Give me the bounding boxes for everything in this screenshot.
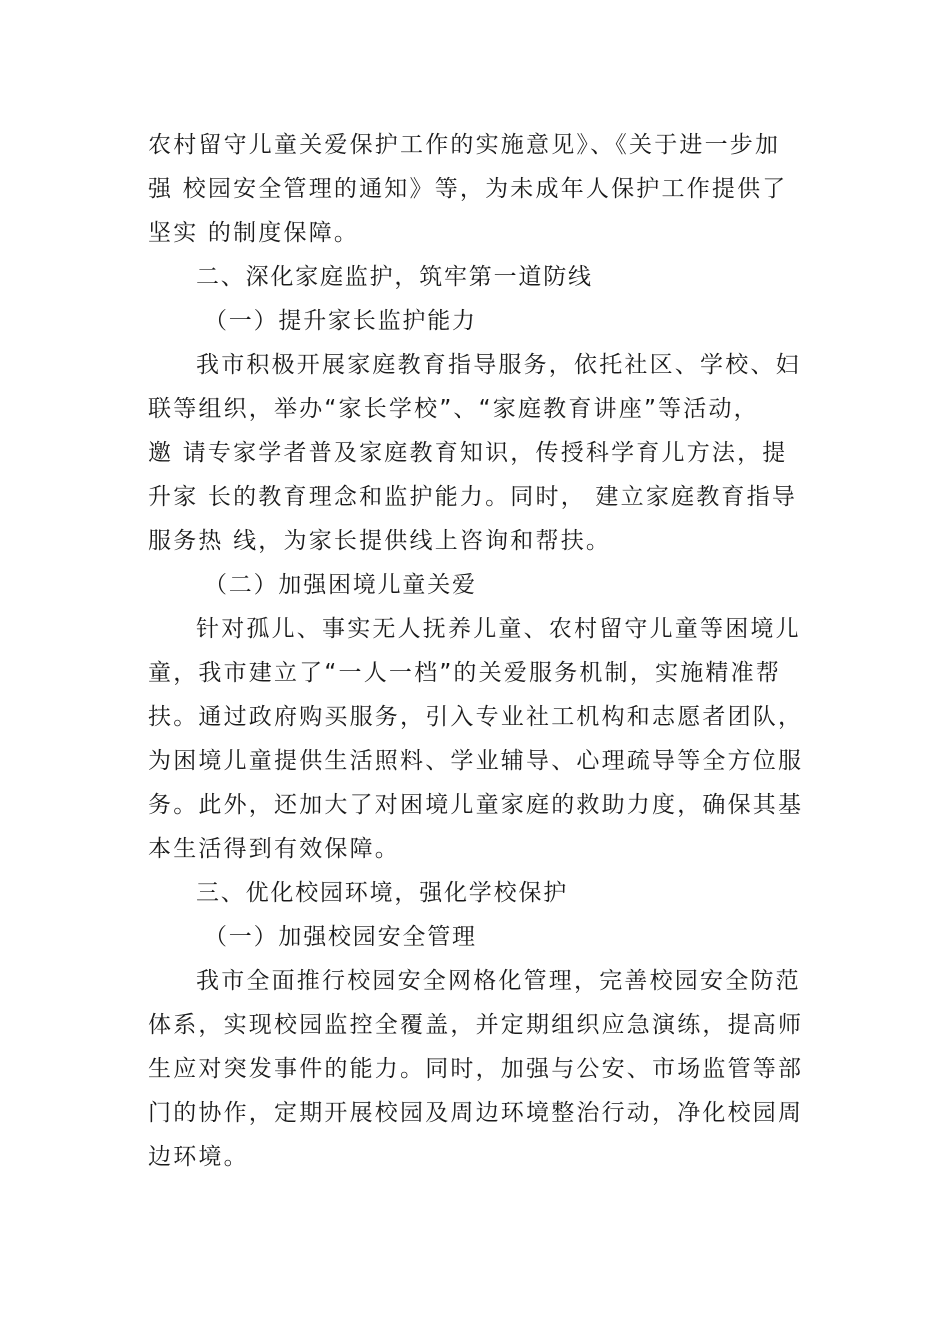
- subheading-campus-safety: （一）加强校园安全管理: [204, 924, 477, 950]
- paragraph-line: 体系，实现校园监控全覆盖，并定期组织应急演练，提高师: [148, 1012, 804, 1038]
- paragraph-children-care: [148, 607, 808, 871]
- paragraph-line: 门的协作，定期开展校园及周边环境整治行动，净化校园周: [148, 1100, 804, 1126]
- paragraph-line: 扶。通过政府购买服务，引入专业社工机构和志愿者团队，: [148, 704, 804, 730]
- paragraph-line: 务。此外，还加大了对困境儿童家庭的救助力度，确保其基: [148, 792, 804, 818]
- paragraph-line: 生应对突发事件的能力。同时，加强与公安、市场监管等部: [148, 1056, 804, 1082]
- subheading-children-in-difficulty: （二）加强困境儿童关爱: [204, 572, 477, 598]
- paragraph-line: 边环境。: [148, 1144, 249, 1170]
- section-heading-family-guardianship: 二、深化家庭监护，筑牢第一道防线: [196, 264, 593, 290]
- paragraph-line: 本生活得到有效保障。: [148, 836, 400, 862]
- paragraph-line: 童，我市建立了“一人一档”的关爱服务机制，实施精准帮: [148, 660, 782, 686]
- paragraph-line: 服务热 线，为家长提供线上咨询和帮扶。: [148, 528, 612, 554]
- paragraph-line: 农村留守儿童关爱保护工作的实施意见》、《关于进一步加: [148, 132, 781, 158]
- paragraph-policy-continuation: [148, 123, 808, 255]
- section-heading-school-protection: 三、优化校园环境，强化学校保护: [196, 880, 568, 906]
- document-page: [148, 123, 808, 1179]
- paragraph-line: 针对孤儿、事实无人抚养儿童、农村留守儿童等困境儿: [196, 616, 801, 642]
- subheading-parent-guardianship: （一）提升家长监护能力: [204, 308, 477, 334]
- paragraph-family-education: [148, 343, 808, 563]
- paragraph-campus-safety: [148, 959, 808, 1179]
- paragraph-line: 升家 长的教育理念和监护能力。同时， 建立家庭教育指导: [148, 484, 798, 510]
- paragraph-line: 邀 请专家学者普及家庭教育知识，传授科学育儿方法，提: [148, 440, 788, 466]
- paragraph-line: 强 校园安全管理的通知》等，为未成年人保护工作提供了: [148, 176, 788, 202]
- paragraph-line: 为困境儿童提供生活照料、学业辅导、心理疏导等全方位服: [148, 748, 804, 774]
- paragraph-line: 我市全面推行校园安全网格化管理，完善校园安全防范: [196, 968, 801, 994]
- paragraph-line: 坚实 的制度保障。: [148, 220, 360, 246]
- paragraph-line: 联等组织，举办“家长学校”、“家庭教育讲座”等活动，: [148, 396, 759, 422]
- paragraph-line: 我市积极开展家庭教育指导服务，依托社区、学校、妇: [196, 352, 801, 378]
